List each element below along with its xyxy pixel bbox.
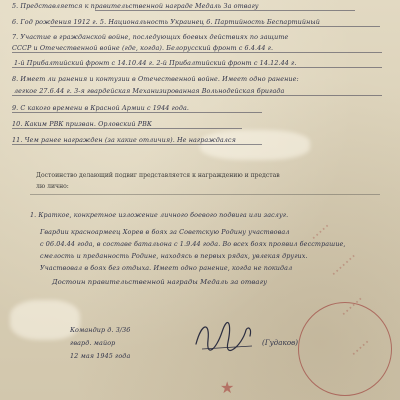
form-line-10: 10. Каким РВК призван. Орловский РВК — [12, 120, 152, 128]
form-line-7-cont: СССР и Отечественной войне (где, когда). Белорусский фронт с 6.4.44 г. — [12, 44, 274, 52]
narrative-recommendation: Достоин правительственной награды Медаль за отвагу — [52, 278, 268, 286]
underline — [12, 128, 242, 129]
watermark-mark: ······ — [340, 294, 367, 320]
form-line-8: 8. Имеет ли ранения и контузии в Отечественной войне. Имеет одно ранение: — [12, 75, 299, 83]
typed-statement: Достоинство делающий подвиг представляется к награждению и представ — [36, 172, 280, 179]
watermark-mark: ····· — [310, 221, 334, 244]
narrative-line-1: Гвардии красноармеец Хорев в боях за Советскую Родину участвовал — [40, 228, 290, 236]
paper-wear — [200, 130, 310, 160]
narrative-line-3: смелость и преданность Родине, находясь в первых рядах, увлекая других. — [40, 252, 308, 260]
commander-rank: гвард. майор — [70, 339, 116, 347]
form-line-9: 9. С какого времени в Красной Армии с 1944 года. — [12, 104, 190, 112]
narrative-heading: 1. Краткое, конкретное изложение личного боевого подвига или заслуг. — [30, 211, 289, 219]
narrative-line-2: с 06.04.44 года, в составе батальона с 1.9.44 года. Во всех боях проявил бесстрашие, — [40, 240, 346, 248]
signature-date: 12 мая 1945 года — [70, 352, 131, 360]
form-line-6: 6. Год рождения 1912 г. 5. Национальность Украинец 6. Партийность Беспартийный — [12, 18, 320, 26]
underline — [95, 10, 355, 11]
star-icon: ★ — [220, 378, 235, 397]
paper-wear — [10, 300, 80, 340]
signature-name: (Гудаков) — [262, 339, 299, 347]
underline — [12, 95, 382, 96]
watermark-mark: ······· — [330, 251, 360, 280]
form-line-7-fronts: 1-й Прибалтийский фронт с 14.10.44 г. 2-й Прибалтийский фронт с 14.12.44 г. — [14, 59, 297, 67]
underline — [12, 112, 262, 113]
form-line-5: 5. Представляется к правительственной награде Медаль За отвагу — [12, 2, 259, 10]
watermark-mark: ····· — [350, 337, 374, 360]
form-line-7: 7. Участие в гражданской войне, последующих боевых действиях по защите — [12, 33, 289, 41]
underline — [12, 67, 382, 68]
form-line-11: 11. Чем ранее награжден (за какие отличия). Не награждался — [12, 136, 236, 144]
typed-statement-cont: лю лично: — [36, 183, 69, 190]
form-line-8-cont: легкое 27.6.44 г. 3-я гвардейская Механизированная Вольнодейская бригада — [14, 87, 285, 95]
narrative-line-4: Участвовал в боях без отдыха. Имеет одно ранение, когда не покидал — [40, 264, 293, 272]
underline — [50, 26, 380, 27]
commander-unit: Командир д. 3/36 — [70, 326, 131, 334]
underline — [12, 144, 262, 145]
section-divider — [30, 194, 380, 195]
handwritten-signature — [192, 316, 262, 356]
underline — [12, 52, 382, 53]
